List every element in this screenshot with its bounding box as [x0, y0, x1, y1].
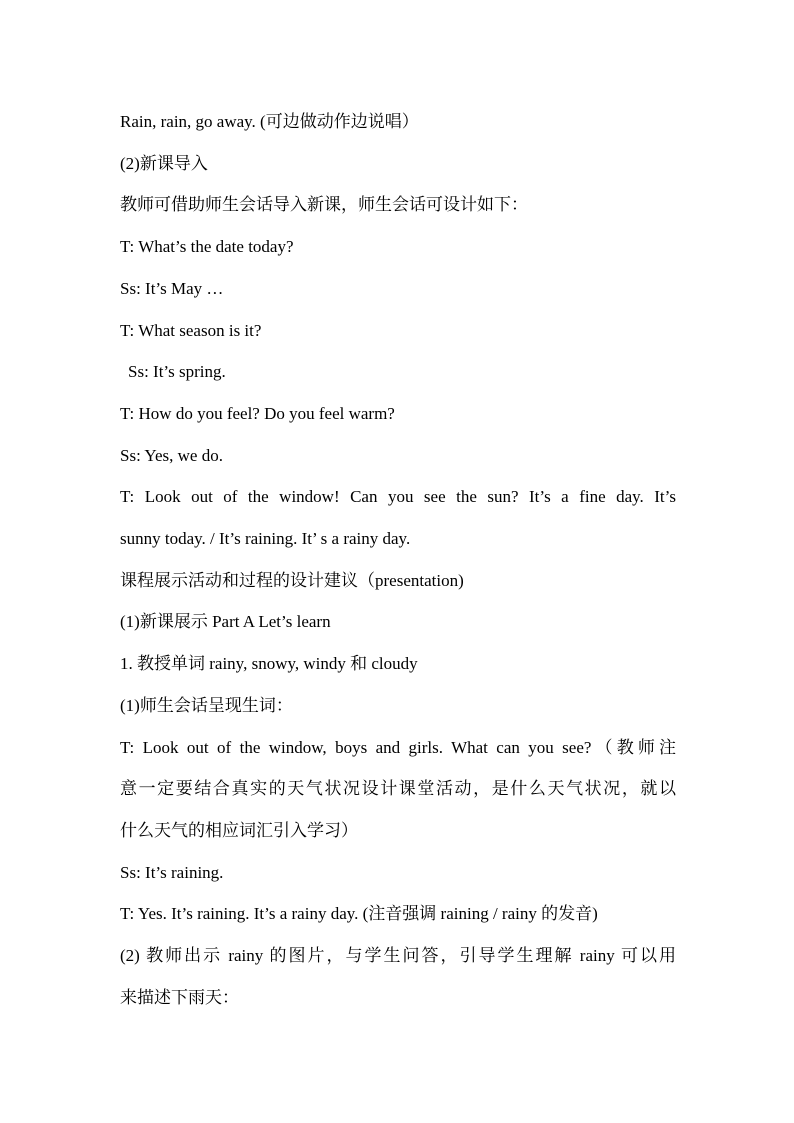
- dialogue-line: Ss: Yes, we do.: [120, 445, 223, 465]
- text-line: 什么天气的相应词汇引入学习）: [120, 820, 358, 840]
- dialogue-line: T: What season is it?: [120, 320, 262, 340]
- text-line: (1)师生会话呈现生词：: [120, 695, 293, 715]
- text-line: 意一定要结合真实的天气状况设计课堂活动，是什么天气状况，就以: [120, 779, 676, 799]
- dialogue-line: Ss: It’s spring.: [128, 362, 226, 382]
- section-heading: (2)新课导入: [120, 153, 208, 173]
- dialogue-line: T: What’s the date today?: [120, 237, 294, 257]
- dialogue-line: Ss: It’s raining.: [120, 862, 224, 882]
- document-body: [120, 101, 676, 1018]
- dialogue-line: T: How do you feel? Do you feel warm?: [120, 403, 395, 423]
- dialogue-line: Ss: It’s May …: [120, 278, 224, 298]
- dialogue-line: T: Yes. It’s raining. It’s a rainy day. (注音强调 raining / rainy 的发音): [120, 904, 598, 924]
- text-line: 教师可借助师生会话导入新课，师生会话可设计如下：: [120, 195, 528, 215]
- text-line: (2) 教师出示 rainy 的图片，与学生问答，引导学生理解 rainy 可以用: [120, 946, 676, 966]
- section-heading: 课程展示活动和过程的设计建议（presentation): [120, 570, 464, 590]
- dialogue-line: T: Look out of the window, boys and girls. What can you see?（教师注: [120, 737, 676, 757]
- text-line: 来描述下雨天：: [120, 987, 239, 1007]
- text-line: Rain, rain, go away. (可边做动作边说唱）: [120, 112, 419, 131]
- dialogue-line: sunny today. / It’s raining. It’ s a rainy day.: [120, 529, 411, 549]
- dialogue-line: T: Look out of the window! Can you see the sun? It’s a fine day. It’s: [120, 487, 676, 507]
- section-heading: (1)新课展示 Part A Let’s learn: [120, 612, 331, 632]
- text-line: 1. 教授单词 rainy, snowy, windy 和 cloudy: [120, 654, 418, 674]
